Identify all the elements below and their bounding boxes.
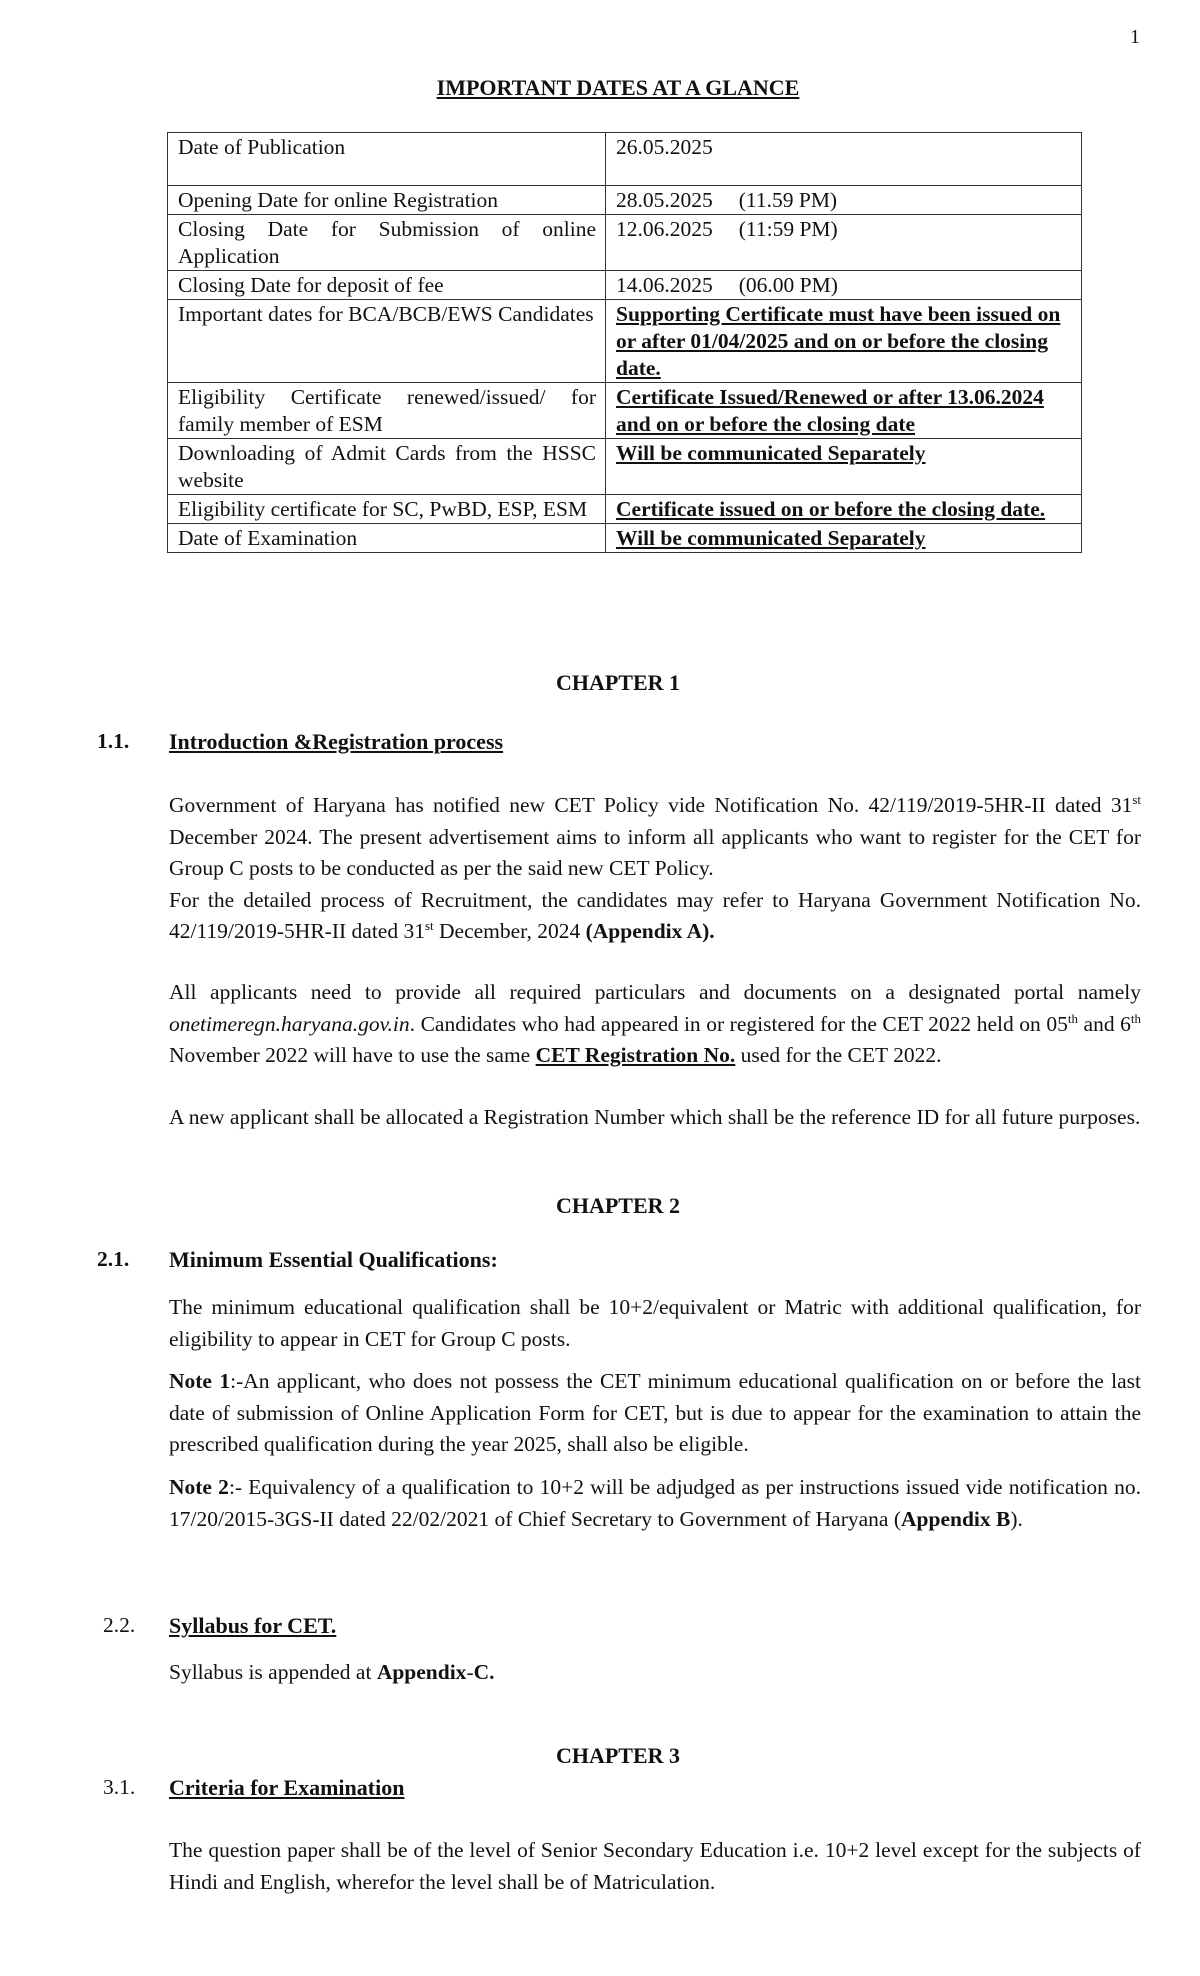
section-number: 2.2. <box>103 1613 136 1637</box>
page-number: 1 <box>1130 26 1140 48</box>
dates-row-label: Eligibility certificate for SC, PwBD, ESP, ESM <box>168 495 606 524</box>
recruitment-paragraph: For the detailed process of Recruitment, the candidates may refer to Haryana Government Notification No. 42/119/2019-5HR-II dated 31st December, 2024 (Appendix A). <box>169 887 1141 943</box>
qualification-paragraph: The minimum educational qualification shall be 10+2/equivalent or Matric with additional qualification, for eligibility to appear in CET for Group C posts. <box>169 1295 1141 1351</box>
page-title: IMPORTANT DATES AT A GLANCE <box>436 75 800 100</box>
dates-row-value: Certificate issued on or before the closing date. <box>606 495 1082 524</box>
dates-row-label: Closing Date for deposit of fee <box>168 271 606 300</box>
dates-row-label: Date of Examination <box>168 524 606 553</box>
dates-table-row <box>168 495 1082 524</box>
section-number: 1.1. <box>97 729 130 753</box>
dates-row-label: Important dates for BCA/BCB/EWS Candidates <box>168 300 606 383</box>
dates-row-value: 12.06.2025 (11:59 PM) <box>606 215 1082 271</box>
intro-paragraph: Government of Haryana has notified new CET Policy vide Notification No. 42/119/2019-5HR-II dated 31st December 2024. The present advertisement aims to inform all applicants who want to register for the CET for Group C posts to be conducted as per the said new CET Policy. <box>169 791 1141 880</box>
section-number: 2.1. <box>97 1247 130 1271</box>
dates-table-row <box>168 439 1082 495</box>
dates-row-value: Will be communicated Separately <box>606 524 1082 553</box>
dates-row-value: Will be communicated Separately <box>606 439 1082 495</box>
chapter-1-heading: CHAPTER 1 <box>555 670 681 695</box>
section-title: Minimum Essential Qualifications: <box>169 1247 498 1272</box>
dates-table-row <box>168 300 1082 383</box>
section-number: 3.1. <box>103 1775 136 1799</box>
dates-table-row <box>168 271 1082 300</box>
dates-row-value: 26.05.2025 <box>606 133 1082 186</box>
dates-table-row <box>168 383 1082 439</box>
dates-row-value: 28.05.2025 (11.59 PM) <box>606 186 1082 215</box>
note-1: Note 1:-An applicant, who does not possess the CET minimum educational qualification on or before the last date of submission of Online Application Form for CET, but is due to appear for the examination to attain the prescribed qualification during the year 2025, shall also be eligible. <box>169 1369 1141 1456</box>
intro-paragraph-block <box>169 790 1141 948</box>
note-2: Note 2:- Equivalency of a qualification to 10+2 will be adjudged as per instructions issued vide notification no. 17/20/2015-3GS-II dated 22/02/2021 of Chief Secretary to Government of Haryana (Appendix B). <box>169 1475 1141 1531</box>
syllabus-paragraph: Syllabus is appended at Appendix-C. <box>169 1660 495 1684</box>
portal-paragraph: All applicants need to provide all required particulars and documents on a designated portal namely onetimeregn.haryana.gov.in. Candidates who had appeared in or registered for the CET 2022 held on 05th and 6th November 2022 will have to use the same CET Registration No. used for the CET 2022. <box>169 980 1141 1067</box>
dates-row-value: Supporting Certificate must have been issued on or after 01/04/2025 and on or before the closing date. <box>606 300 1082 383</box>
section-title: Introduction &Registration process <box>169 729 504 754</box>
chapter-2-heading: CHAPTER 2 <box>555 1193 681 1218</box>
dates-table-row <box>168 215 1082 271</box>
new-applicant-paragraph: A new applicant shall be allocated a Registration Number which shall be the reference ID for all future purposes. <box>169 1105 1141 1129</box>
dates-row-value: 14.06.2025 (06.00 PM) <box>606 271 1082 300</box>
portal-name: onetimeregn.haryana.gov.in <box>169 1011 410 1036</box>
dates-row-label: Date of Publication <box>168 133 606 186</box>
dates-row-value: Certificate Issued/Renewed or after 13.06.2024 and on or before the closing date <box>606 383 1082 439</box>
dates-table-row <box>168 133 1082 186</box>
dates-row-label: Eligibility Certificate renewed/issued/ for family member of ESM <box>168 383 606 439</box>
dates-table-row <box>168 524 1082 553</box>
dates-row-label: Opening Date for online Registration <box>168 186 606 215</box>
important-dates-table <box>167 132 1082 553</box>
criteria-paragraph: The question paper shall be of the level of Senior Secondary Education i.e. 10+2 level except for the subjects of Hindi and English, wherefor the level shall be of Matriculation. <box>169 1838 1141 1894</box>
cet-registration-no: CET Registration No. <box>535 1043 736 1067</box>
dates-table-row <box>168 186 1082 215</box>
section-title: Syllabus for CET. <box>169 1613 337 1638</box>
chapter-3-heading: CHAPTER 3 <box>555 1743 681 1768</box>
dates-row-label: Downloading of Admit Cards from the HSSC website <box>168 439 606 495</box>
section-title: Criteria for Examination <box>169 1775 405 1800</box>
dates-row-label: Closing Date for Submission of online Application <box>168 215 606 271</box>
